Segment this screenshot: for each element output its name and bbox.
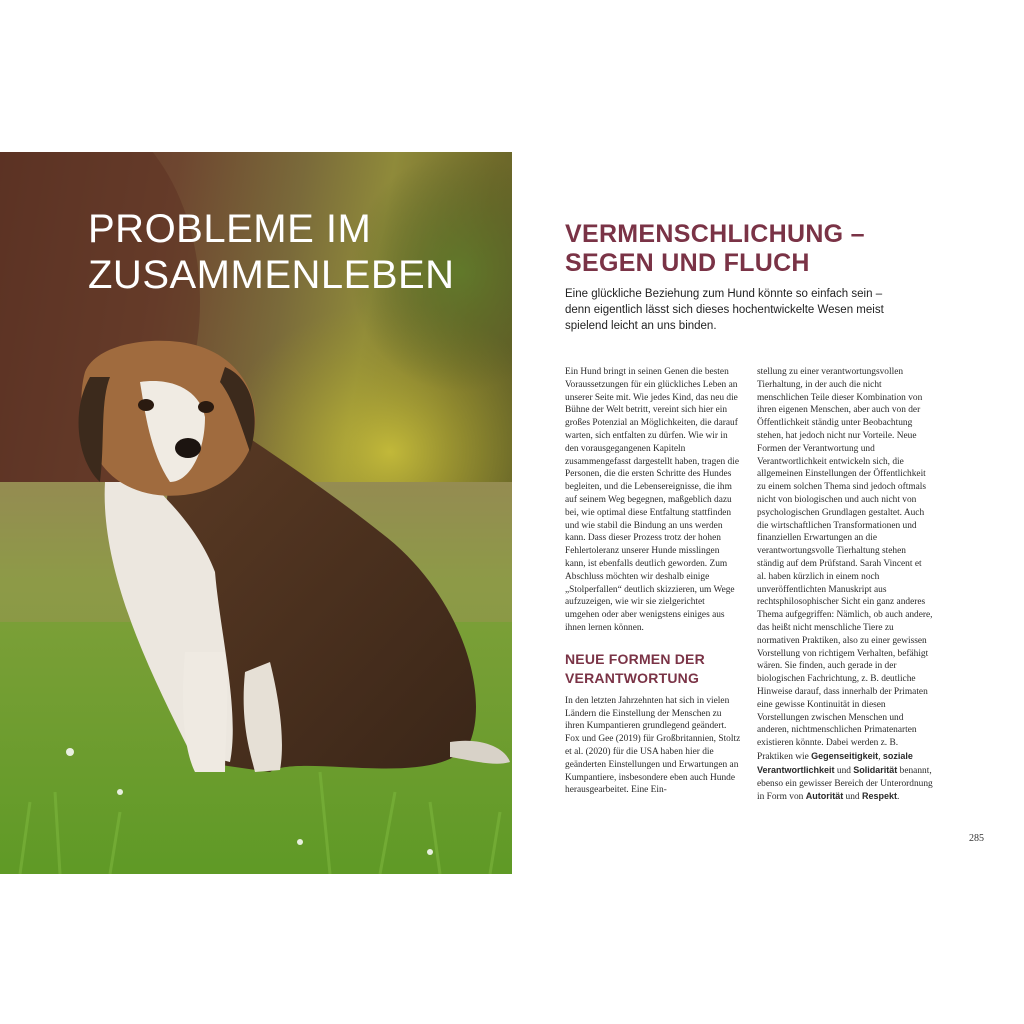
chapter-title <box>88 206 455 298</box>
section-heading-line: VERMENSCHLICHUNG – <box>565 220 865 248</box>
body-paragraph: In den letzten Jahrzehnten hat sich in vielen Ländern die Einstellung der Menschen zu ihren Kumpantieren grundlegend geändert. Fox und Gee (2019) für Großbritannien, Stoltz et al. (2020) für die USA haben hier die geänderten Einstellungen und Erwartungen an Kumpantiere, insbesondere eben auch Hunde herausgearbeitet. Eine Ein- <box>565 695 741 796</box>
body-text: stellung zu einer verantwortungsvollen Tierhaltung, in der auch die nicht menschlichen Teile dieser Kombination von ihren eigenen Menschen, aber auch von der Öffentlichkeit ständig unter Beobachtung stehen, hat jedoch nicht nur Vorteile. Neue Formen der Verantwortung und Verantwortlichkeit entwickeln sich, die allgemeinen Einstellungen der Öffentlichkeit zu einem solchen Thema sind jedoch oftmals nicht von biologischen und auch nicht von psychologischen Grundlagen gestaltet. Auch die wirtschaftlichen Transformationen und finanziellen Erwartungen an die verantwortungsvolle Tierhaltung stehen ständig auf dem Prüfstand. Sarah Vincent et al. haben kürzlich in einem noch unveröffentlichten Manuskript aus rechtsphilosophischer Sicht ein ganz anderes Thema aufgegriffen: Nämlich, ob auch andere, das heißt nicht menschliche Tiere zu normativen Praktiken, also zu einer gewissen Vorstellung von richtigem Verhalten, befähigt wären. Sie finden, auch gerade in der biologischen Fachrichtung, z. B. deutliche Hinweise darauf, dass innerhalb der Primaten eine gewisse Kontinuität in diesen Vorstellungen zwischen Menschen und anderen, nichtmenschlichen Primatenarten existieren könnte. Dabei werden z. B. Praktiken wie <box>757 367 933 762</box>
sub-heading-line: NEUE FORMEN DER <box>565 650 705 667</box>
bold-term: soziale Verantwortlichkeit <box>757 750 913 775</box>
page-number: 285 <box>969 833 984 844</box>
connector-text: benannt, ebenso ein gewisser Bereich der Unterordnung in Form von <box>757 765 933 803</box>
photo-page <box>0 152 512 874</box>
section-heading-line: SEGEN UND FLUCH <box>565 249 810 277</box>
text-page <box>512 152 1024 874</box>
bold-term: Gegenseitigkeit <box>811 750 879 761</box>
text-column-right <box>757 366 933 804</box>
connector-text: und <box>843 792 862 803</box>
connector-text: und <box>834 765 854 776</box>
body-paragraph: Ein Hund bringt in seinen Genen die besten Voraussetzungen für ein glückliches Leben an unserer Seite mit. Wie jedes Kind, das neu die Bühne der Welt betritt, vereint sich hier ein großes Potenzial an Möglichkeiten, die darauf warten, sich entfalten zu dürfen. Wie wir in den vorausgegangenen Kapiteln zusammengefasst dargestellt haben, tragen die Personen, die die ersten Schritte des Hundes begleiten, und die Lebensereignisse, die ihm auf seinem Weg begegnen, maßgeblich dazu bei, wie optimal diese Entfaltung stattfinden und wie stabil die Bindung an uns werden kann. Dass dieser Prozess trotz der hohen Fehlertoleranz unserer Hunde misslingen kann, ist ebenfalls deutlich geworden. Zum Abschluss möchten wir deshalb einige „Stolperfallen“ deutlich skizzieren, um Wege aufzuzeigen, wie wir sie zielgerichtet umgehen oder aber wenigstens einiges aus ihnen lernen können. <box>565 367 739 633</box>
intro-paragraph: Eine glückliche Beziehung zum Hund könnte so einfach sein – denn eigentlich lässt sich dieses hochentwickelte Wesen meist spielend leicht an uns binden. <box>565 288 884 332</box>
bold-term: Autorität <box>805 791 844 802</box>
chapter-title-line: ZUSAMMENLEBEN <box>88 253 455 297</box>
connector-text: , <box>878 751 883 762</box>
body-paragraph <box>757 366 933 804</box>
sub-heading-line: VERANTWORTUNG <box>565 669 700 686</box>
connector-text: . <box>896 792 900 803</box>
text-column-left <box>565 366 741 797</box>
bold-term: Solidarität <box>853 764 898 775</box>
chapter-title-line: PROBLEME IM <box>88 207 372 251</box>
bold-term: Respekt <box>861 791 897 802</box>
section-heading <box>565 220 865 278</box>
sub-heading <box>565 650 741 688</box>
